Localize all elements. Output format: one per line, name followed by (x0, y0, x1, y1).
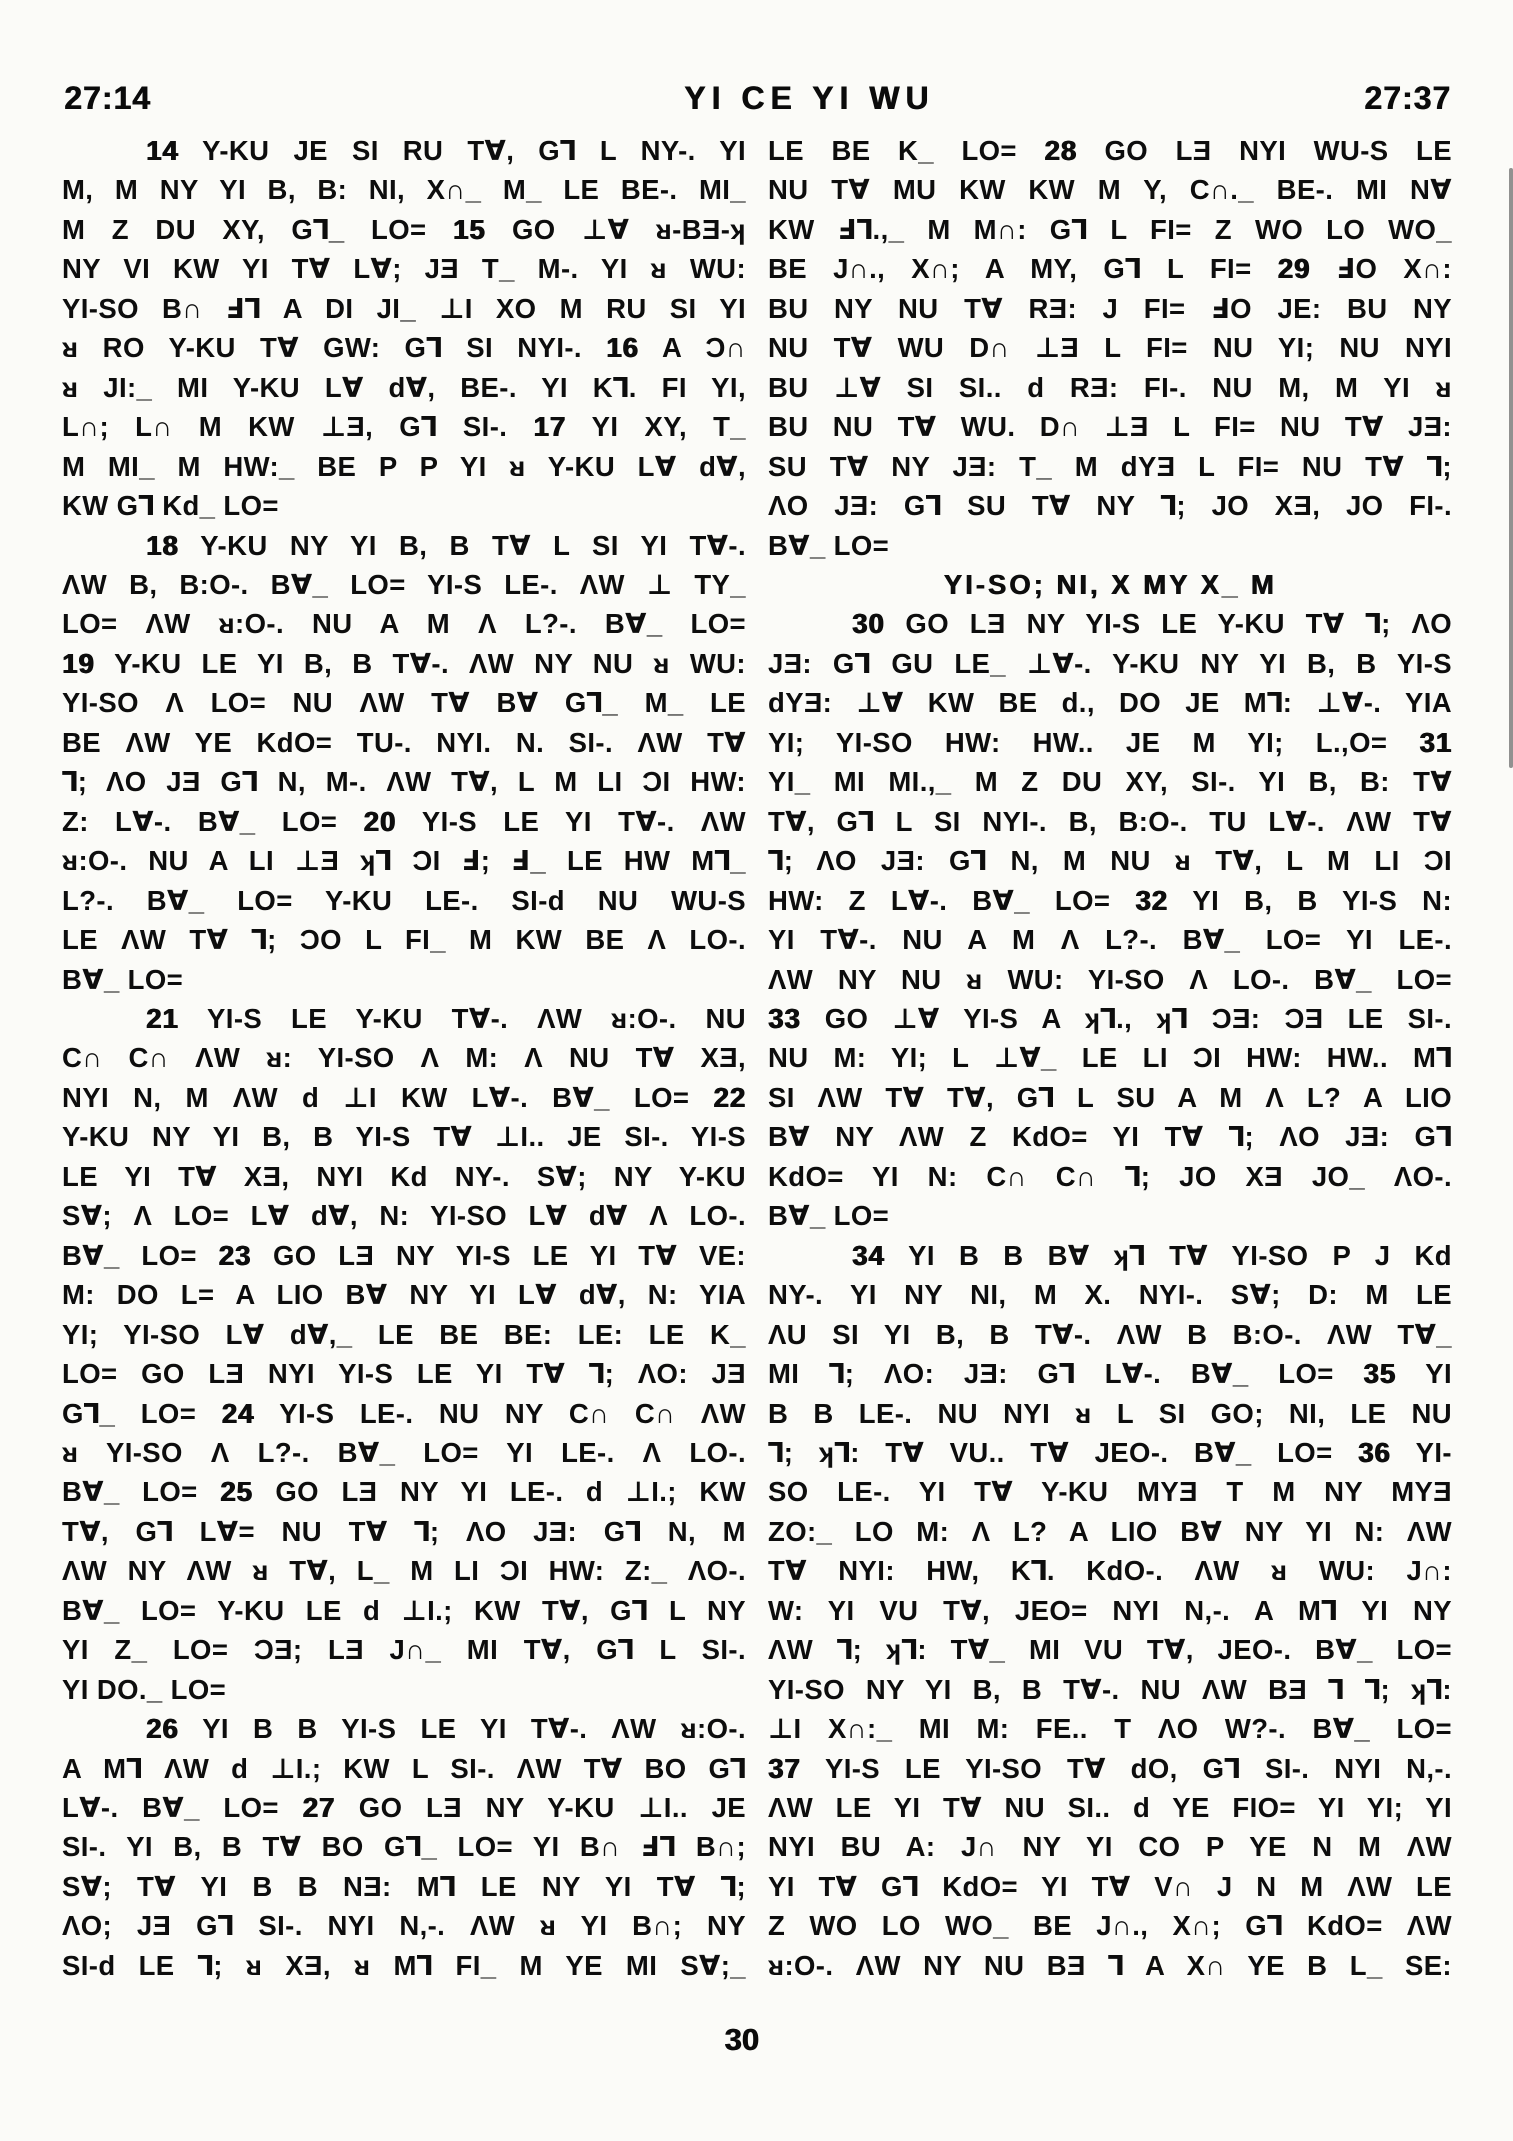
text-line: SI-. YI B, B T∀ BO G⅂_ LO= YI B∩ Ⅎ⅂ B∩; (62, 1831, 746, 1863)
text-line: 21 YI-S LE Y-KU T∀-. ΛW ᴚ:O-. NU (146, 1002, 746, 1034)
text-line: NYI N, M ΛW d ⊥I KW L∀-. B∀_ LO= 22 (62, 1081, 746, 1113)
text-line: 26 YI B B YI-S LE YI T∀-. ΛW ᴚ:O-. (146, 1713, 746, 1745)
text-line: SI ΛW T∀ T∀, G⅂ L SU A M Λ L? A LIO (768, 1081, 1452, 1113)
text-line: 30 GO LƎ NY YI-S LE Y-KU T∀ ⅂; ΛO (852, 608, 1452, 640)
verse-number: 27 (302, 1792, 336, 1824)
verse-number: 30 (852, 608, 885, 640)
text-line: B∀_ LO= (768, 1200, 890, 1232)
text-line: YI T∀ G⅂ KdO= YI T∀ V∩ J N M ΛW LE (768, 1870, 1452, 1902)
text-line: ⅂; ʞ⅂: T∀ VU.. T∀ JEO-. B∀_ LO= 36 YI- (768, 1436, 1452, 1468)
text-line: ᴚ RO Y-KU T∀ GW: G⅂ SI NYI-. 16 A Ɔ∩ (62, 332, 746, 364)
text-line: ΛW ⅂; ʞ⅂: T∀_ MI VU T∀, JEO-. B∀_ LO= (768, 1634, 1452, 1666)
text-column-left (62, 131, 746, 1985)
text-line: 33 GO ⊥∀ YI-S A ʞ⅂., ʞ⅂ ƆƎ: ƆƎ LE SI-. (768, 1002, 1452, 1034)
verse-number: 29 (1277, 253, 1311, 285)
text-line: ΛO JƎ: G⅂ SU T∀ NY ⅂; JO XƎ, JO FI-. (768, 490, 1452, 522)
text-line: L∩; L∩ M KW ⊥Ǝ, G⅂ SI-. 17 YI XY, T_ (62, 411, 746, 443)
text-line: ΛU SI YI B, B T∀-. ΛW B B:O-. ΛW T∀_ (768, 1318, 1452, 1350)
text-line: 37 YI-S LE YI-SO T∀ dO, G⅂ SI-. NYI N,-. (768, 1752, 1452, 1784)
text-line: S∀; T∀ YI B B NƎ: M⅂ LE NY YI T∀ ⅂; (62, 1870, 746, 1902)
text-line: NU T∀ MU KW KW M Y, C∩._ BE-. MI N∀ (768, 174, 1452, 206)
verse-number: 25 (220, 1476, 253, 1508)
text-line: JƎ: G⅂ GU LE_ ⊥∀-. Y-KU NY YI B, B YI-S (768, 647, 1452, 679)
verse-number: 36 (1358, 1436, 1391, 1468)
text-line: 18 Y-KU NY YI B, B T∀ L SI YI T∀-. (146, 529, 746, 561)
text-line: YI-SO NY YI B, B T∀-. NU ΛW BƎ ⅂ ⅂; ʞ⅂: (768, 1673, 1452, 1705)
text-line: BE J∩., X∩; A MY, G⅂ L FI= 29 ℲO X∩: (768, 253, 1452, 285)
text-line: B∀_ LO= 25 GO LƎ NY YI LE-. d ⊥I.; KW (62, 1476, 746, 1508)
section-heading: YI-SO; NI, X MY X_ M (943, 568, 1277, 600)
page-number: 30 (724, 2022, 759, 2057)
text-line: NYI BU A: J∩ NY YI CO P YE N M ΛW (768, 1831, 1452, 1863)
verse-number: 16 (606, 332, 639, 364)
text-line: ᴚ JI:_ MI Y-KU L∀ d∀, BE-. YI K⅂. FI YI, (62, 371, 746, 403)
text-line: LE YI T∀ XƎ, NYI Kd NY-. S∀; NY Y-KU (62, 1160, 746, 1192)
header-right-reference: 27:37 (1364, 80, 1451, 116)
text-line: ΛW NY ΛW ᴚ T∀, L_ M LI ƆI HW: Z:_ ΛO-. (62, 1555, 746, 1587)
verse-number: 26 (146, 1713, 179, 1745)
text-line: ⅂; ΛO JƎ: G⅂ N, M NU ᴚ T∀, L M LI ƆI (768, 845, 1452, 877)
text-line: Z WO LO WO_ BE J∩., X∩; G⅂ KdO= ΛW (768, 1910, 1452, 1942)
text-line: YI Z_ LO= ƆƎ; LƎ J∩_ MI T∀, G⅂ L SI-. (62, 1634, 746, 1666)
text-line: ΛW NY NU ᴚ WU: YI-SO Λ LO-. B∀_ LO= (768, 963, 1452, 995)
text-line: MI ⅂; ΛO: JƎ: G⅂ L∀-. B∀_ LO= 35 YI (768, 1358, 1452, 1390)
verse-number: 14 (146, 135, 179, 166)
text-line: 34 YI B B B∀ ʞ⅂ T∀ YI-SO P J Kd (852, 1239, 1452, 1271)
verse-number: 21 (146, 1002, 179, 1034)
text-line: B∀_ LO= Y-KU LE d ⊥I.; KW T∀, G⅂ L NY (62, 1594, 746, 1626)
text-line: LO= GO LƎ NYI YI-S LE YI T∀ ⅂; ΛO: JƎ (62, 1358, 746, 1390)
text-line: L?-. B∀_ LO= Y-KU LE-. SI-d NU WU-S (62, 884, 746, 916)
text-line: G⅂_ LO= 24 YI-S LE-. NU NY C∩ C∩ ΛW (62, 1397, 747, 1429)
text-line: NU T∀ WU D∩ ⊥Ǝ L FI= NU YI; NU NYI (768, 332, 1452, 364)
text-line: YI-SO B∩ Ⅎ⅂ A DI JI_ ⊥I XO M RU SI YI (62, 292, 746, 324)
text-line: Y-KU NY YI B, B YI-S T∀ ⊥I.. JE SI-. YI-S (62, 1121, 746, 1153)
text-line: SO LE-. YI T∀ Y-KU MYƎ T M NY MYƎ (768, 1476, 1452, 1508)
text-line: BU ⊥∀ SI SI.. d RƎ: FI-. NU M, M YI ᴚ (768, 371, 1452, 403)
text-line: HW: Z L∀-. B∀_ LO= 32 YI B, B YI-S N: (768, 884, 1452, 916)
text-line: KW G⅂ Kd_ LO= (62, 490, 279, 522)
text-line: LE BE K_ LO= 28 GO LƎ NYI WU-S LE (768, 135, 1452, 166)
text-line: YI T∀-. NU A M Λ L?-. B∀_ LO= YI LE-. (768, 924, 1452, 956)
text-line: KW Ⅎ⅂.,_ M M∩: G⅂ L FI= Z WO LO WO_ (768, 213, 1452, 245)
text-line: T∀, G⅂ L∀= NU T∀ ⅂; ΛO JƎ: G⅂ N, M (62, 1515, 746, 1547)
text-line: 19 Y-KU LE YI B, B T∀-. ΛW NY NU ᴚ WU: (62, 647, 746, 679)
verse-number: 23 (218, 1239, 252, 1271)
verse-number: 19 (62, 647, 95, 679)
text-line: ΛO; JƎ G⅂ SI-. NYI N,-. ΛW ᴚ YI B∩; NY (62, 1910, 746, 1942)
verse-number: 37 (768, 1752, 801, 1784)
text-line: YI; YI-SO HW: HW.. JE M YI; L.,O= 31 (768, 726, 1452, 758)
text-line: B∀ NY ΛW Z KdO= YI T∀ ⅂; ΛO JƎ: G⅂ (768, 1121, 1452, 1153)
text-line: NY-. YI NY NI, M X. NYI-. S∀; D: M LE (768, 1279, 1452, 1311)
verse-number: 32 (1135, 884, 1168, 916)
scan-edge-artifact (1509, 168, 1513, 768)
text-line: B∀_ LO= 23 GO LƎ NY YI-S LE YI T∀ VE: (62, 1239, 746, 1271)
text-line: YI-SO Λ LO= NU ΛW T∀ B∀ G⅂_ M_ LE (62, 687, 746, 719)
verse-number: 31 (1419, 726, 1452, 758)
text-line: M MI_ M HW:_ BE P P YI ᴚ Y-KU L∀ d∀, (62, 450, 746, 482)
text-line: A M⅂ ΛW d ⊥I.; KW L SI-. ΛW T∀ BO G⅂ (62, 1752, 746, 1784)
text-line: ZO:_ LO M: Λ L? A LIO B∀ NY YI N: ΛW (768, 1515, 1452, 1547)
text-line: S∀; Λ LO= L∀ d∀, N: YI-SO L∀ d∀ Λ LO-. (62, 1200, 746, 1232)
verse-number: 20 (363, 805, 397, 837)
text-line: B∀_ LO= (62, 963, 184, 995)
text-line: B B LE-. NU NYI ᴚ L SI GO; NI, LE NU (768, 1397, 1452, 1429)
text-line: M: DO L= A LIO B∀ NY YI L∀ d∀, N: YIA (62, 1279, 746, 1311)
text-line: L∀-. B∀_ LO= 27 GO LƎ NY Y-KU ⊥I.. JE (62, 1792, 747, 1824)
text-line: NU M: YI; L ⊥∀_ LE LI ƆI HW: HW.. M⅂ (768, 1042, 1452, 1074)
text-line: ΛW LE YI T∀ NU SI.. d YE FIO= YI YI; YI (768, 1792, 1452, 1824)
text-line: YI; YI-SO L∀ d∀,_ LE BE BE: LE: LE K_ (62, 1318, 746, 1350)
verse-number: 33 (768, 1002, 801, 1034)
text-column-right (768, 131, 1452, 1985)
header-left-reference: 27:14 (64, 80, 151, 116)
text-line: ΛW B, B:O-. B∀_ LO= YI-S LE-. ΛW ⊥ TY_ (62, 568, 746, 600)
verse-number: 34 (852, 1239, 885, 1271)
text-line: SU T∀ NY JƎ: T_ M dYƎ L FI= NU T∀ ⅂; (768, 450, 1452, 482)
verse-number: 35 (1363, 1358, 1396, 1390)
text-line: LO= ΛW ᴚ:O-. NU A M Λ L?-. B∀_ LO= (62, 608, 746, 640)
text-line: ᴚ YI-SO Λ L?-. B∀_ LO= YI LE-. Λ LO-. (62, 1436, 746, 1468)
text-line: M, M NY YI B, B: NI, X∩_ M_ LE BE-. MI_ (62, 174, 746, 206)
text-line: LE ΛW T∀ ⅂; ƆO L FI_ M KW BE Λ LO-. (62, 924, 746, 956)
text-line: T∀ NYI: HW, K⅂. KdO-. ΛW ᴚ WU: J∩: (768, 1555, 1452, 1587)
text-line: M Z DU XY, G⅂_ LO= 15 GO ⊥∀ ᴚ-BƎ-ʞ (62, 213, 746, 245)
text-line: 14 Y-KU JE SI RU T∀, G⅂ L NY-. YI (146, 135, 746, 166)
verse-number: 17 (533, 411, 566, 443)
text-line: BU NY NU T∀ RƎ: J FI= ℲO JE: BU NY (768, 292, 1452, 324)
text-line: W: YI VU T∀, JEO= NYI N,-. A M⅂ YI NY (768, 1594, 1452, 1626)
text-line: T∀, G⅂ L SI NYI-. B, B:O-. TU L∀-. ΛW T∀ (768, 805, 1452, 837)
page-title: YI CE YI WU (684, 80, 935, 116)
text-line: YI DO._ LO= (62, 1673, 227, 1705)
verse-number: 28 (1044, 135, 1077, 166)
verse-number: 22 (713, 1081, 746, 1113)
verse-number: 15 (452, 213, 486, 245)
text-line: YI_ MI MI.,_ M Z DU XY, SI-. YI B, B: T∀ (768, 766, 1452, 798)
text-line: SI-d LE ⅂; ᴚ XƎ, ᴚ M⅂ FI_ M YE MI S∀;_ (62, 1949, 746, 1981)
text-line: BU NU T∀ WU. D∩ ⊥Ǝ L FI= NU T∀ JƎ: (768, 411, 1452, 443)
text-line: B∀_ LO= (768, 529, 890, 561)
text-line: dYƎ: ⊥∀ KW BE d., DO JE M⅂: ⊥∀-. YIA (768, 687, 1452, 719)
verse-number: 24 (221, 1397, 255, 1429)
text-line: ⊥I X∩:_ MI M: FE.. T ΛO W?-. B∀_ LO= (768, 1713, 1452, 1745)
text-line: ᴚ:O-. ΛW NY NU BƎ ⅂ A X∩ YE B L_ SE: (768, 1949, 1452, 1981)
text-line: C∩ C∩ ΛW ᴚ: YI-SO Λ M: Λ NU T∀ XƎ, (62, 1042, 746, 1074)
text-line: Z: L∀-. B∀_ LO= 20 YI-S LE YI T∀-. ΛW (62, 805, 747, 837)
text-line: ᴚ:O-. NU A LI ⊥Ǝ ʞ⅂ ƆI Ⅎ; Ⅎ_ LE HW M⅂_ (62, 845, 746, 877)
verse-number: 18 (146, 529, 179, 561)
text-line: BE ΛW YE KdO= TU-. NYI. N. SI-. ΛW T∀ (62, 726, 746, 758)
text-line: KdO= YI N: C∩ C∩ ⅂; JO XƎ JO_ ΛO-. (768, 1160, 1452, 1192)
text-line: ⅂; ΛO JƎ G⅂ N, M-. ΛW T∀, L M LI ƆI HW: (62, 766, 746, 798)
text-line: NY VI KW YI T∀ L∀; JƎ T_ M-. YI ᴚ WU: (62, 253, 746, 285)
